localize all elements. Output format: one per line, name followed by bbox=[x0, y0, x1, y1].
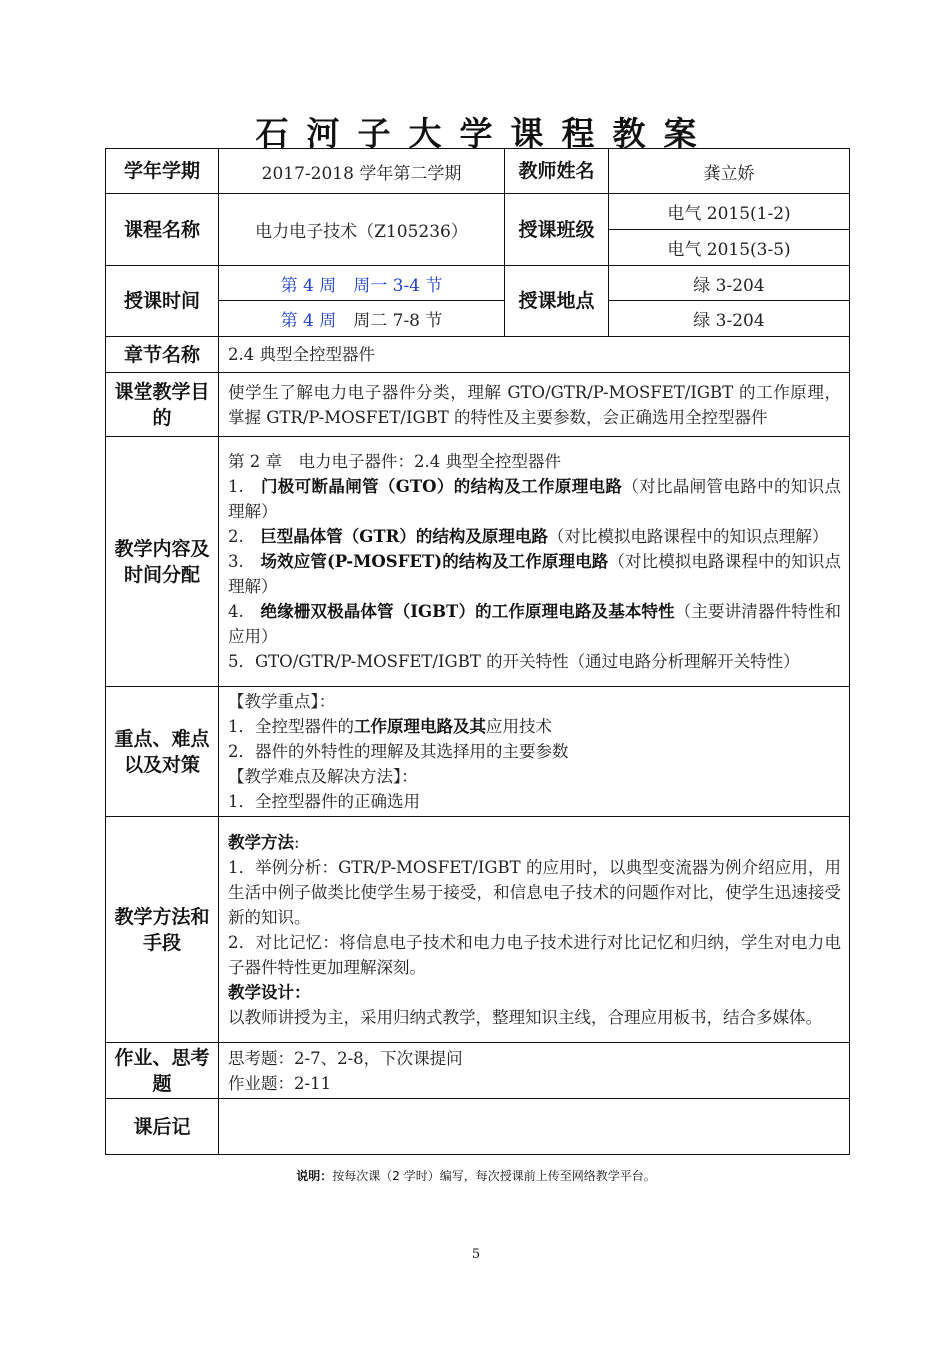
course-label: 课程名称 bbox=[106, 194, 219, 266]
place-label: 授课地点 bbox=[505, 266, 609, 337]
keypoints-point-2: 2．器件的外特性的理解及其选择用的主要参数 bbox=[228, 742, 569, 761]
content-item-1: 1. 门极可断晶闸管（GTO）的结构及工作原理电路（对比晶闸管电路中的知识点理解） bbox=[228, 477, 842, 521]
keypoints-row bbox=[106, 687, 850, 817]
homework-cell bbox=[219, 1043, 850, 1099]
homework-row bbox=[106, 1043, 850, 1099]
place-value-1: 绿 3-204 bbox=[609, 266, 850, 301]
objective-text: 使学生了解电力电子器件分类，理解 GTO/GTR/P-MOSFET/IGBT 的工作原理，掌握 GTR/P-MOSFET/IGBT 的特性及主要参数，会正确选用全控型器件 bbox=[219, 373, 850, 437]
time-week-1: 第 4 周 bbox=[280, 275, 337, 296]
keypoints-heading-1: 【教学重点】： bbox=[228, 692, 336, 711]
class-value-1: 电气 2015(1-2) bbox=[609, 194, 850, 230]
homework-think: 思考题：2-7、2-8，下次课提问 bbox=[228, 1048, 463, 1068]
methods-label: 教学方法和手段 bbox=[106, 817, 219, 1043]
time-row bbox=[106, 266, 850, 301]
homework-assign: 作业题：2-11 bbox=[228, 1073, 332, 1093]
page-title: 石河子大学课程教案 bbox=[255, 114, 715, 153]
methods-heading-1: 教学方法: bbox=[228, 832, 300, 852]
methods-cell bbox=[219, 817, 850, 1043]
place-value-2: 绿 3-204 bbox=[609, 301, 850, 337]
keypoints-point-1: 1．全控型器件的工作原理电路及其应用技术 bbox=[228, 717, 552, 736]
methods-heading-2: 教学设计： bbox=[228, 982, 311, 1002]
time-rest-1: 周一 3-4 节 bbox=[353, 275, 443, 296]
content-row bbox=[106, 437, 850, 687]
methods-item-1: 1．举例分析：GTR/P-MOSFET/IGBT 的应用时，以典型变流器为例介绍应用，用生活中例子做类比使学生易于接受，和信息电子技术的问题作对比，使学生迅速接受新的知识。 bbox=[228, 857, 841, 927]
chapter-value: 2.4 典型全控型器件 bbox=[219, 337, 850, 373]
chapter-label: 章节名称 bbox=[106, 337, 219, 373]
content-item-5: 5．GTO/GTR/P-MOSFET/IGBT 的开关特性（通过电路分析理解开关特性） bbox=[228, 652, 800, 671]
time-week-2: 第 4 周 bbox=[280, 311, 337, 331]
afterword-label: 课后记 bbox=[106, 1099, 219, 1155]
time-value-2 bbox=[219, 301, 505, 337]
content-item-4: 4. 绝缘栅双极晶体管（IGBT）的工作原理电路及基本特性（主要讲清器件特性和应用） bbox=[228, 602, 841, 646]
term-label: 学年学期 bbox=[106, 149, 219, 194]
content-label: 教学内容及时间分配 bbox=[106, 437, 219, 687]
term-value: 2017-2018 学年第二学期 bbox=[219, 149, 505, 194]
objective-row bbox=[106, 373, 850, 437]
methods-item-2: 2．对比记忆：将信息电子技术和电力电子技术进行对比记忆和归纳，学生对电力电子器件特性更加理解深刻。 bbox=[228, 932, 841, 977]
content-item-3: 3. 场效应管(P-MOSFET)的结构及工作原理电路（对比模拟电路课程中的知识点理解） bbox=[228, 552, 842, 596]
chapter-row bbox=[106, 337, 850, 373]
course-value: 电力电子技术（Z105236） bbox=[219, 194, 505, 266]
methods-row bbox=[106, 817, 850, 1043]
course-row bbox=[106, 194, 850, 230]
afterword-value bbox=[219, 1099, 850, 1155]
keypoints-label: 重点、难点以及对策 bbox=[106, 687, 219, 817]
term-row bbox=[106, 149, 850, 194]
keypoints-cell bbox=[219, 687, 850, 817]
footer-note: 说明：按每次课（2 学时）编写，每次授课前上传至网络教学平台。 bbox=[296, 1169, 656, 1183]
class-value-2: 电气 2015(3-5) bbox=[609, 230, 850, 266]
content-intro: 第 2 章 电力电子器件：2.4 典型全控型器件 bbox=[228, 452, 561, 471]
teacher-label: 教师姓名 bbox=[505, 149, 609, 194]
class-label: 授课班级 bbox=[505, 194, 609, 266]
homework-label: 作业、思考题 bbox=[106, 1043, 219, 1099]
content-item-2: 2. 巨型晶体管（GTR）的结构及原理电路（对比模拟电路课程中的知识点理解） bbox=[228, 527, 829, 546]
objective-label: 课堂教学目的 bbox=[106, 373, 219, 437]
page-number: 5 bbox=[471, 1247, 481, 1262]
afterword-row bbox=[106, 1099, 850, 1155]
time-value-1 bbox=[219, 266, 505, 301]
time-rest-2: 周二 7-8 节 bbox=[353, 311, 443, 331]
teacher-value: 龚立娇 bbox=[609, 149, 850, 194]
keypoints-point-3: 1．全控型器件的正确选用 bbox=[228, 792, 420, 811]
methods-design: 以教师讲授为主，采用归纳式教学，整理知识主线，合理应用板书，结合多媒体。 bbox=[228, 1007, 822, 1027]
lesson-plan-table bbox=[105, 148, 850, 1155]
content-cell bbox=[219, 437, 850, 687]
time-label: 授课时间 bbox=[106, 266, 219, 337]
keypoints-heading-2: 【教学难点及解决方法】： bbox=[228, 767, 418, 786]
